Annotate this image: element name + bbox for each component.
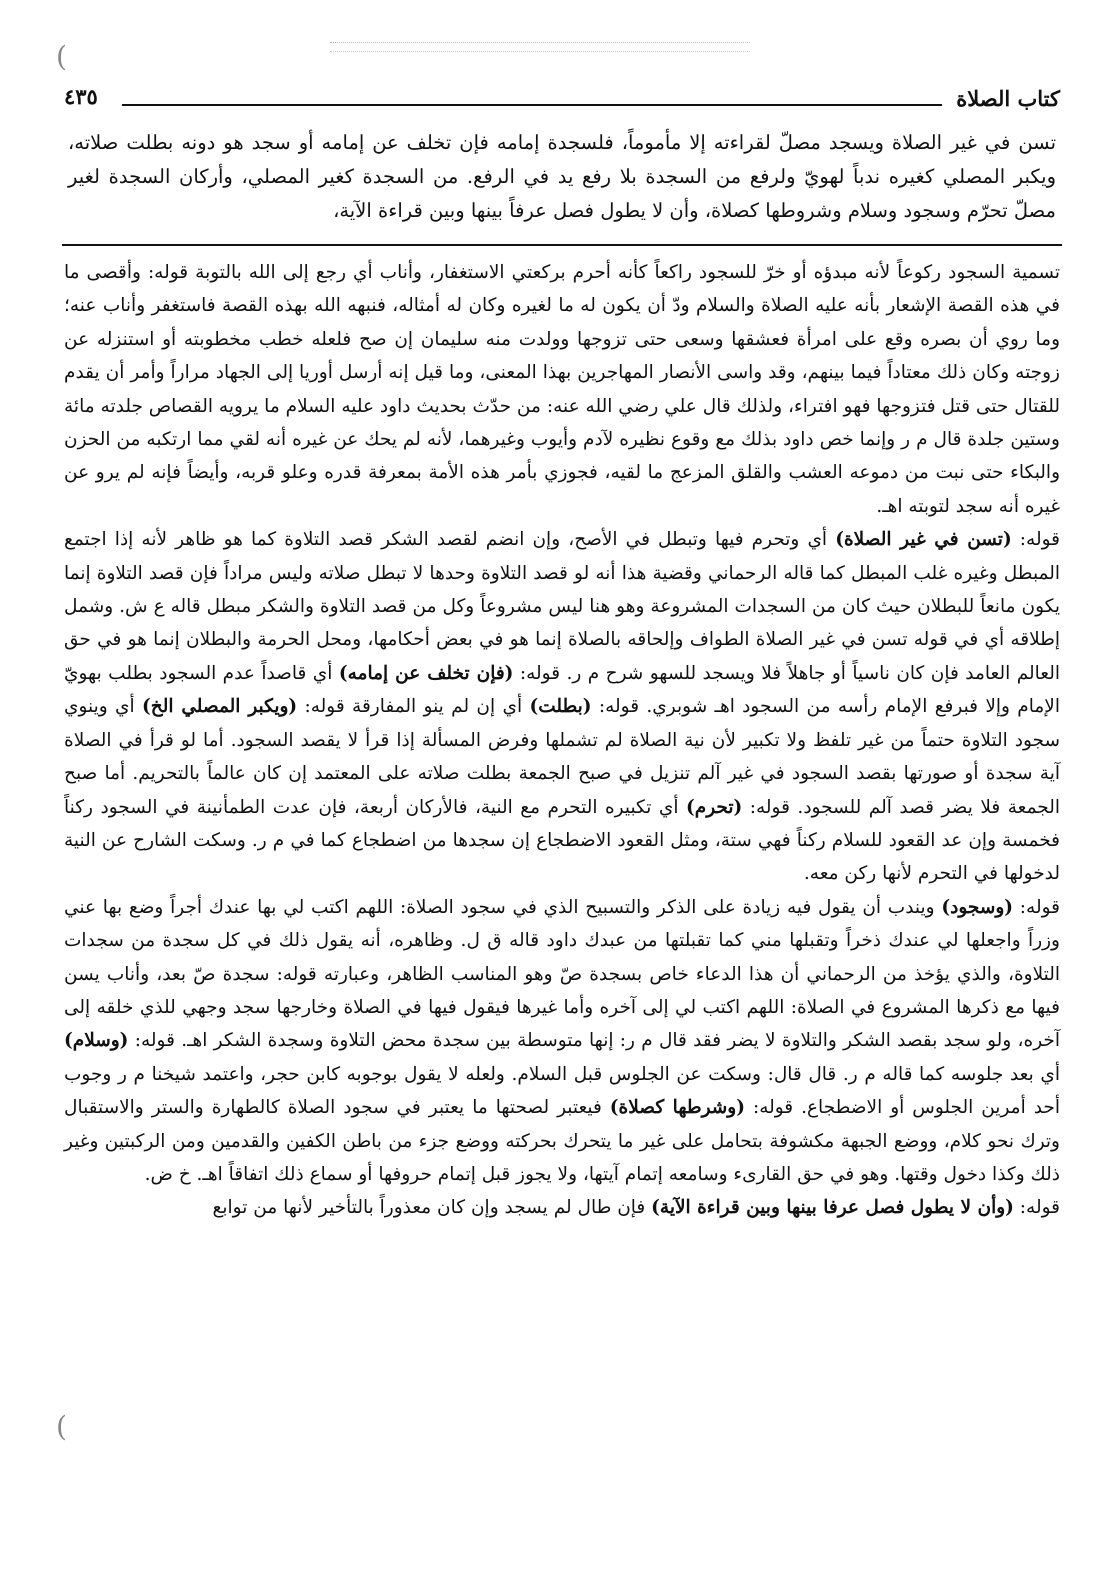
commentary-text: ويندب أن يقول فيه زيادة على الذكر والتسبيح الذي في سجود الصلاة: اللهم اكتب لي بها عندك أجراً وضع بها عني وزراً واجعلها لي عندك ذخراً وتقبلها مني كما تقبلتها من عبدك داود قاله ق ل. وظاهره، أنه يقول ذلك في كل سجدة من سجدات التلاوة، والذي يؤخذ من الرحماني أن هذا الدعاء خاص بسجدة صّ وهو المناسب الظاهر، وعبارته قوله: سجدة صّ بعد، وأناب يسن فيها مع ذكرها المشروع في الصلاة: اللهم اكتب لي إلى آخره وأما غيرها فيقول فيها في الصلاة وخارجها سجد وجهي للذي خلقه إلى آخره، ولو سجد بقصد الشكر والتلاوة لا يضر فقد قال م ر: إنها متوسطة بين سجدة محض التلاوة وسجدة الشكر اهـ. قوله: [64,896,1060,1052]
scan-artifact-top [330,42,750,52]
header-rule [122,104,942,106]
lemma-quote: (وسجود) [941,896,1014,918]
paragraph-lead: قوله: [1011,529,1060,551]
lemma-quote: (ويكبر المصلي الخ) [142,696,298,718]
commentary-text: أي قاصداً عدم السجود بطلب بهويّ الإمام وإلا فبرفع الإمام رأسه من السجود اهـ شوبري. قوله: [64,662,1060,718]
running-header [62,80,1062,118]
commentary-text: أي إن لم ينو المفارقة قوله: [297,696,530,718]
lemma-quote: (تسن في غير الصلاة) [835,529,1012,551]
page-number: ٤٣٥ [64,84,98,109]
commentary-text: أي وينوي سجود التلاوة حتماً من غير تلفظ ولا تكبير لأن نية الصلاة لم تشملها وفرض المسألة إذا قرأ لا يقصد السجود. أما لو قرأ في الصلاة آية سجدة أو صورتها بقصد السجود في غير آلم تنزيل في صبح الجمعة بطلت صلاته على المعتمد إن كان عالماً بالتحريم. أما صبح الجمعة فلا يضر قصد آلم للسجود. قوله: [64,696,1060,818]
commentary-paragraph-1: تسمية السجود ركوعاً لأنه مبدؤه أو خرّ للسجود راكعاً كأنه أحرم بركعتي الاستغفار، وأناب أي رجع إلى الله بالتوبة قوله: وأقصى ما في هذه القصة الإشعار بأنه عليه الصلاة والسلام ودّ أن يكون له ما لغيره وكان له أمثاله، فنبهه الله بهذه القصة فاستغفر وأناب عنه؛ وما روي أن بصره وقع على امرأة فعشقها وسعى حتى تزوجها وولدت منه سليمان إن صح فلعله خطب مخطوبته أو استنزله عن زوجته وكان ذلك معتاداً فيما بينهم، وقد واسى الأنصار المهاجرين بهذا المعنى، وما قيل إنه أرسل أوريا إلى الجهاد مراراً وأمر أن يقدم للقتال حتى قتل فتزوجها فهو افتراء، ولذلك قال علي رضي الله عنه: من حدّث بحديث داود عليه السلام ما يرويه القصاص جلدته مائة وستين جلدة قال م ر وإنما خص داود بذلك مع وقوع نظيره لآدم وأيوب وغيرهما، لأنه لم يحك عن غيره أنه لقي مما ارتكبه من الحزن والبكاء حتى نبت من دموعه العشب والقلق المزعج ما لقيه، فجوزي بأمر هذه الأمة بمعرفة قدره وعلو قربه، وأيضاً فإنه لم يرو عن غيره أنه سجد لتوبته اهـ. [64,262,1060,517]
footnote-separator [62,244,1062,246]
paragraph-lead: قوله: [1013,1197,1060,1219]
commentary-text: أي وتحرم فيها وتبطل في الأصح، وإن انضم لقصد الشكر قصد التلاوة كما هو ظاهر لأنه إذا اجتمع المبطل وغيره غلب المبطل كما قاله الرحماني وقضية هذا أنه لو قصد التلاوة وحدها لا تبطل صلاته وليس مراداً فإن قصد التلاوة إنما يكون مانعاً للبطلان حيث كان من السجدات المشروعة وهو هنا ليس مشروعاً وكل من قصد التلاوة والشكر مبطل قاله ع ش. وشمل إطلاقه أي في قوله تسن في غير الصلاة الطواف وإلحاقه بالصلاة إنما هو في بعض أحكامها، ومحل الحرمة والبطلان إنما هو في حق العالم العامد فإن كان ناسياً أو جاهلاً فلا ويسجد للسهو شرح م ر. قوله: [64,529,1060,684]
scan-mark-bottom-left: ( [56,1410,67,1443]
lemma-quote: (وسلام) [64,1030,129,1052]
commentary-paragraph-4 [64,1191,1060,1224]
scan-mark-top-left: ( [56,40,67,73]
commentary-text: أي بعد جلوسه كما قاله م ر. قال قال: وسكت عن الجلوس قبل السلام. ولعله لا يقول بوجوبه كابن حجر، واعتمد شيخنا م ر وجوب أحد أمرين الجلوس أو الاضطجاع. قوله: [64,1063,1060,1119]
lemma-quote: (تحرم) [686,796,743,818]
commentary-paragraph-3 [64,891,1060,1192]
lemma-quote: (بطلت) [529,696,592,718]
lemma-quote: (وشرطها كصلاة) [609,1097,745,1119]
commentary-text: أي تكبيره التحرم مع النية، فالأركان أربعة، فإن عدت الطمأنينة في السجود ركناً فخمسة وإن عد القعود للسلام ركناً فهي ستة، ومثل القعود الاضطجاع إن سجدها من اضطجاع كما في م ر. وسكت الشارح عن النية لدخولها في التحرم لأنها ركن معه. [64,796,1060,885]
paragraph-lead: قوله: [1013,896,1060,918]
chapter-title: كتاب الصلاة [956,86,1060,111]
lemma-quote: (فإن تخلف عن إمامه) [338,662,514,684]
commentary-text: فيعتبر لصحتها ما يعتبر في سجود الصلاة كالطهارة والستر والاستقبال وترك نحو كلام، ووضع الجبهة مكشوفة بتحامل على غير ما يتحرك بحركته ووضع جزء من باطن الكفين والقدمين ومن الركبتين وغير ذلك وكذا دخول وقتها. وهو في حق القارىء وسامعه إتمام آيتها، ولا يجوز قبل إتمام حروفها أو سماع ذلك اتفاقاً اهـ. خ ض. [64,1097,1060,1185]
lemma-quote: (وأن لا يطول فصل عرفا بينها وبين قراءة الآية) [651,1197,1014,1219]
commentary-paragraph-2 [64,523,1060,890]
main-text: تسن في غير الصلاة ويسجد مصلّ لقراءته إلا مأموماً، فلسجدة إمامه فإن تخلف عن إمامه أو سجد هو دونه بطلت صلاته، ويكبر المصلي كغيره ندباً لهويّ ولرفع من السجدة بلا رفع يد في الرفع. من السجدة كغير المصلي، وأركان السجدة لغير مصلّ تحرّم وسجود وسلام وشروطها كصلاة، وأن لا يطول فصل عرفاً بينها وبين قراءة الآية، [68,131,1056,222]
commentary [62,256,1062,1225]
book-page [62,80,1062,1520]
commentary-text: فإن طال لم يسجد وإن كان معذوراً بالتأخير لأنها من توابع [212,1197,652,1219]
